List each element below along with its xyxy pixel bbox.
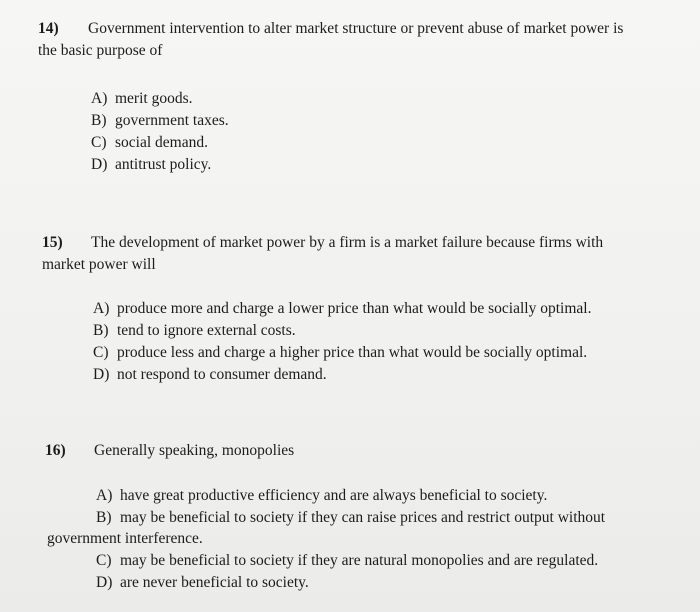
option-text: may be beneficial to society if they are natural monopolies and are regulated. [120,552,599,569]
option-16-b-continuation: government interference. [47,530,203,547]
option-text: social demand. [115,134,208,151]
option-letter: A) [93,300,110,317]
option-text: merit goods. [115,90,193,107]
option-letter: D) [91,156,108,173]
option-text: tend to ignore external costs. [117,322,296,339]
option-16-c [96,550,598,572]
question-number: 16) [45,442,66,459]
question-stem: Generally speaking, monopolies [94,442,295,459]
question-15 [42,232,603,276]
option-15-c [93,342,587,364]
option-text: produce more and charge a lower price than what would be socially optimal. [117,300,592,317]
question-14 [38,18,623,62]
option-15-d [93,364,327,386]
option-letter: C) [93,344,109,361]
option-letter: C) [96,552,112,569]
option-14-b [91,110,229,132]
option-letter: A) [96,487,113,504]
option-15-b [93,320,296,342]
option-text: are never beneficial to society. [120,574,309,591]
option-letter: B) [96,509,112,526]
question-stem: The development of market power by a firm is a market failure because firms with [91,234,604,251]
option-text: antitrust policy. [115,156,212,173]
option-16-a [96,485,547,507]
option-16-d [96,572,309,594]
option-text: produce less and charge a higher price than what would be socially optimal. [117,344,588,361]
option-16-b [96,507,605,529]
option-14-a [91,88,193,110]
option-letter: B) [91,112,107,129]
option-letter: B) [93,322,109,339]
question-14-stem-line2: the basic purpose of [38,42,163,59]
option-text: government taxes. [115,112,229,129]
option-letter: A) [91,90,108,107]
option-14-d [91,154,211,176]
option-text: may be beneficial to society if they can raise prices and restrict output without [120,509,606,526]
question-number: 15) [42,234,63,251]
option-14-c [91,132,208,154]
option-letter: C) [91,134,107,151]
question-16 [45,440,294,462]
question-15-stem-line2: market power will [42,256,156,273]
question-15-stem-line1 [42,232,603,254]
option-letter: D) [93,366,110,383]
question-stem: Government intervention to alter market structure or prevent abuse of market power is [88,20,624,37]
option-text: not respond to consumer demand. [117,366,327,383]
option-letter: D) [96,574,113,591]
option-15-a [93,298,591,320]
option-text: have great productive efficiency and are always beneficial to society. [120,487,548,504]
question-number: 14) [38,20,59,37]
question-14-stem-line1 [38,18,623,40]
question-16-stem-line1 [45,440,294,462]
